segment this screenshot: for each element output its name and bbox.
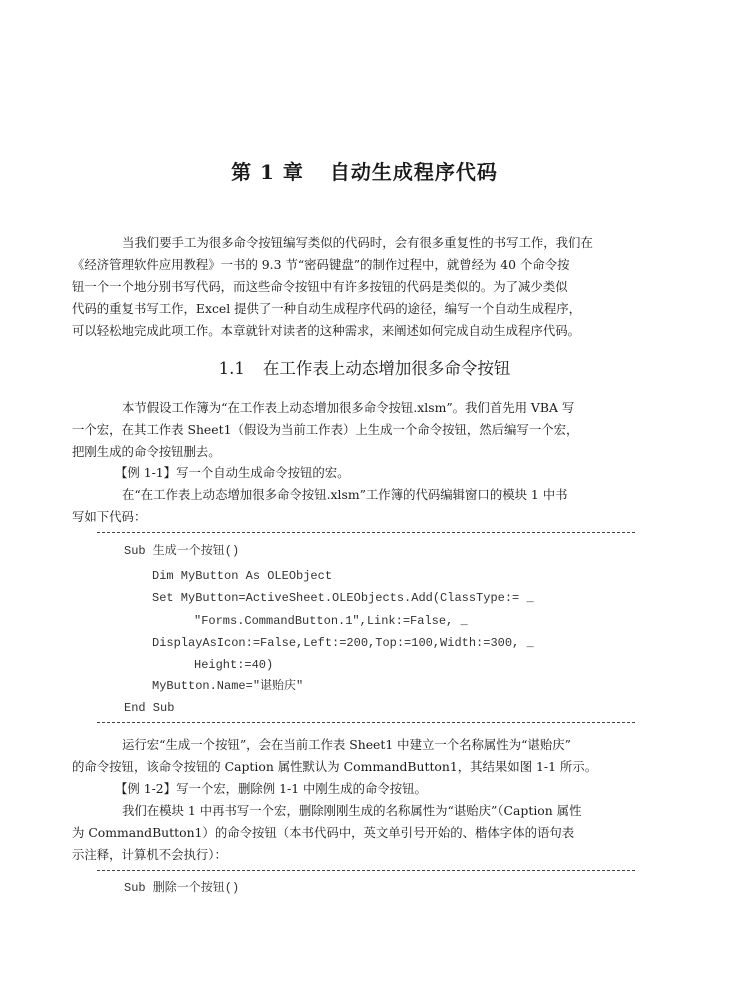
text-line-content: 钮一个一个地分别书写代码，而这些命令按钮中有许多按钮的代码是类似的。为了减少类似: [72, 279, 568, 294]
text-line-content: 在“在工作表上动态增加很多命令按钮.xlsm”工作簿的代码编辑窗口的模块 1 中书: [122, 487, 568, 502]
text-line: [72, 441, 637, 463]
text-line: [97, 484, 637, 506]
text-line: [72, 276, 637, 298]
chapter-name: 自动生成程序代码: [329, 160, 498, 184]
text-line-content: 示注释，计算机不会执行）：: [72, 847, 227, 862]
example-heading: [115, 778, 655, 800]
text-line: [72, 822, 637, 844]
text-line-content: 写如下代码：: [72, 509, 147, 524]
text-line: [72, 298, 637, 320]
code-line: Sub 生成一个按钮(): [124, 544, 240, 558]
section-title: [0, 355, 729, 379]
text-line: [97, 734, 637, 756]
text-line: [72, 756, 637, 778]
code-line: MyButton.Name="谌贻庆": [152, 679, 304, 693]
text-line: [72, 320, 637, 342]
text-line-content: 代码的重复书写工作，Excel 提供了一种自动生成程序代码的途径，编写一个自动生成程序，: [72, 301, 582, 316]
code-line: Set MyButton=ActiveSheet.OLEObjects.Add(ClassType:= _: [152, 591, 534, 605]
text-line: [97, 232, 637, 254]
code-divider: [97, 532, 635, 533]
chapter-number: 第 1 章: [231, 160, 304, 184]
code-line: "Forms.CommandButton.1",Link:=False, _: [194, 614, 468, 628]
section-number: 1.1: [218, 359, 245, 378]
example-heading: [115, 462, 655, 484]
text-line-content: 本节假设工作簿为“在工作表上动态增加很多命令按钮.xlsm”。我们首先用 VBA 写: [122, 400, 575, 415]
code-line: Height:=40): [194, 658, 274, 672]
example-label: 【例 1-2】: [115, 781, 177, 796]
text-line-content: 当我们要手工为很多命令按钮编写类似的代码时，会有很多重复性的书写工作，我们在: [122, 235, 593, 250]
text-line: [72, 254, 637, 276]
example-label: 【例 1-1】: [115, 465, 177, 480]
code-divider: [97, 870, 635, 871]
text-line-content: 的命令按钮，该命令按钮的 Caption 属性默认为 CommandButton1，其结果如图 1-1 所示。: [72, 759, 598, 774]
text-line-content: 《经济管理软件应用教程》一书的 9.3 节“密码键盘”的制作过程中，就曾经为 40 个命令按: [72, 257, 570, 272]
text-line-content: 把刚生成的命令按钮删去。: [72, 444, 221, 459]
text-line-content: 一个宏，在其工作表 Sheet1（假设为当前工作表）上生成一个命令按钮，然后编写一个宏，: [72, 422, 579, 437]
text-line-content: 我们在模块 1 中再书写一个宏，删除刚刚生成的名称属性为“谌贻庆”（Caption 属性: [122, 803, 582, 818]
text-line: [97, 397, 637, 419]
chapter-title: [0, 156, 729, 185]
code-line: End Sub: [124, 701, 175, 715]
code-line: Dim MyButton As OLEObject: [152, 569, 333, 583]
example-text: 写一个宏，删除例 1-1 中刚生成的命令按钮。: [176, 781, 427, 796]
text-line: [72, 419, 637, 441]
text-line: [72, 844, 637, 866]
text-line: [97, 800, 637, 822]
text-line-content: 运行宏“生成一个按钮”，会在当前工作表 Sheet1 中建立一个名称属性为“谌贻庆”: [122, 737, 571, 752]
text-line-content: 可以轻松地完成此项工作。本章就针对读者的这种需求，来阐述如何完成自动生成程序代码。: [72, 323, 581, 338]
text-line: [72, 506, 637, 528]
section-name: 在工作表上动态增加很多命令按钮: [262, 359, 511, 378]
example-text: 写一个自动生成命令按钮的宏。: [176, 465, 350, 480]
text-line-content: 为 CommandButton1）的命令按钮（本书代码中，英文单引号开始的、楷体字体的语句表: [72, 825, 575, 840]
code-line: Sub 删除一个按钮(): [124, 881, 240, 895]
code-line: DisplayAsIcon:=False,Left:=200,Top:=100,Width:=300, _: [152, 636, 534, 650]
code-divider: [97, 722, 635, 723]
